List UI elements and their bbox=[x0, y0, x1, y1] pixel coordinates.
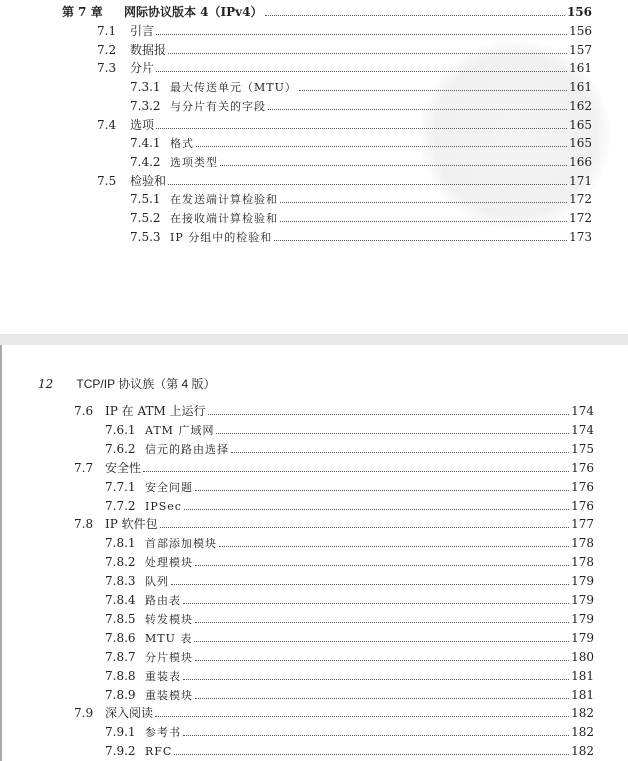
dot-leader bbox=[219, 546, 569, 547]
entry-title: 数据报 bbox=[130, 42, 167, 57]
entry-number: 7.1 bbox=[97, 24, 117, 38]
page-number: 174 bbox=[571, 422, 594, 437]
entry-number: 7.8.1 bbox=[105, 536, 136, 551]
section-entry[interactable] bbox=[74, 704, 594, 722]
entry-number: 7.2 bbox=[97, 42, 117, 57]
entry-number: 7.8.8 bbox=[105, 668, 136, 683]
section-entry[interactable] bbox=[97, 22, 592, 40]
dot-leader bbox=[280, 202, 567, 203]
page-number: 178 bbox=[571, 555, 594, 570]
entry-number: 7.5.1 bbox=[130, 192, 161, 207]
page-number: 161 bbox=[569, 61, 592, 76]
dot-leader bbox=[195, 565, 569, 566]
page-number: 166 bbox=[569, 154, 592, 169]
entry-title: 选项类型 bbox=[170, 155, 218, 169]
section-entry[interactable] bbox=[74, 459, 594, 477]
entry-number: 7.6.1 bbox=[105, 422, 136, 437]
page-number: 176 bbox=[571, 498, 594, 513]
entry-title: 重装表 bbox=[145, 669, 181, 683]
entry-title: 深入阅读 bbox=[105, 706, 154, 721]
subsection-entry[interactable] bbox=[105, 591, 594, 610]
entry-number: 7.3.2 bbox=[130, 98, 161, 113]
entry-title: 首部添加模块 bbox=[145, 537, 217, 551]
subsection-entry[interactable] bbox=[130, 153, 592, 172]
page-number: 181 bbox=[571, 687, 594, 702]
chapter-number: 第 7 章 bbox=[62, 5, 103, 19]
dot-leader bbox=[299, 90, 567, 91]
entry-number: 7.9.1 bbox=[105, 725, 136, 740]
subsection-entry[interactable] bbox=[130, 209, 592, 228]
entry-number: 7.4.1 bbox=[130, 136, 161, 151]
page-number: 175 bbox=[571, 441, 594, 456]
toc-page-bottom bbox=[0, 345, 628, 761]
dot-leader bbox=[168, 184, 567, 185]
dot-leader bbox=[265, 15, 565, 16]
entry-number: 7.6 bbox=[74, 404, 94, 418]
dot-leader bbox=[274, 240, 567, 241]
dot-leader bbox=[171, 584, 569, 585]
entry-number: 7.8.7 bbox=[105, 649, 136, 664]
book-title: TCP/IP 协议族（第 4 版） bbox=[76, 377, 216, 391]
entry-title: 路由表 bbox=[145, 594, 181, 607]
dot-leader bbox=[156, 128, 567, 129]
subsection-entry[interactable] bbox=[105, 610, 594, 629]
dot-leader bbox=[174, 754, 569, 755]
dot-leader bbox=[268, 109, 567, 110]
subsection-entry[interactable] bbox=[105, 534, 594, 553]
chapter-title: 网际协议版本 4（IPv4） bbox=[124, 5, 263, 19]
dot-leader bbox=[194, 641, 569, 642]
entry-number: 7.8.9 bbox=[105, 687, 136, 702]
entry-title: 检验和 bbox=[130, 173, 167, 188]
entry-title: MTU 表 bbox=[145, 631, 193, 645]
entry-number: 7.8.3 bbox=[105, 574, 136, 589]
entry-title: IP 在 ATM 上运行 bbox=[105, 404, 206, 418]
section-entry[interactable] bbox=[74, 402, 594, 420]
entry-title: 信元的路由选择 bbox=[145, 442, 229, 456]
dot-leader bbox=[195, 490, 569, 491]
page-number: 174 bbox=[571, 404, 594, 418]
page-number: 157 bbox=[569, 42, 592, 57]
page-number: 161 bbox=[569, 80, 592, 95]
page-number: 156 bbox=[569, 24, 592, 38]
page-number: 162 bbox=[569, 98, 592, 113]
page-number: 182 bbox=[571, 744, 594, 759]
entry-number: 7.8.6 bbox=[105, 630, 136, 645]
entry-number: 7.4.2 bbox=[130, 154, 161, 169]
entry-title: 最大传送单元（MTU） bbox=[170, 81, 297, 95]
dot-leader bbox=[183, 735, 569, 736]
page-number: 180 bbox=[571, 649, 594, 664]
entry-number: 7.4 bbox=[97, 117, 117, 132]
entry-title: 引言 bbox=[130, 24, 155, 38]
entry-title: 格式 bbox=[170, 137, 194, 151]
dot-leader bbox=[168, 53, 567, 54]
entry-number: 7.8 bbox=[74, 517, 94, 532]
entry-number: 7.5.2 bbox=[130, 211, 161, 225]
page-number: 178 bbox=[571, 536, 594, 551]
subsection-entry[interactable] bbox=[105, 742, 594, 761]
entry-number: 7.9.2 bbox=[105, 744, 136, 759]
dot-leader bbox=[183, 603, 569, 604]
page-number: 179 bbox=[571, 574, 594, 589]
subsection-entry[interactable] bbox=[105, 686, 594, 705]
page-number: 179 bbox=[571, 630, 594, 645]
entry-number: 7.7 bbox=[74, 460, 94, 475]
dot-leader bbox=[195, 698, 569, 699]
entry-number: 7.5.3 bbox=[130, 229, 161, 244]
entry-title: RFC bbox=[145, 745, 173, 759]
subsection-entry[interactable] bbox=[105, 648, 594, 667]
page-number: 165 bbox=[569, 136, 592, 151]
entry-title: ATM 广域网 bbox=[145, 423, 215, 437]
entry-number: 7.3 bbox=[97, 61, 117, 76]
dot-leader bbox=[156, 34, 567, 35]
entry-number: 7.8.2 bbox=[105, 555, 136, 570]
entry-title: 重装模块 bbox=[145, 688, 193, 702]
subsection-entry[interactable] bbox=[105, 553, 594, 572]
entry-title: 与分片有关的字段 bbox=[170, 99, 266, 113]
page-number: 165 bbox=[569, 117, 592, 132]
entry-title: IP 软件包 bbox=[105, 517, 158, 532]
page-number: 177 bbox=[571, 517, 594, 532]
page-number: 172 bbox=[569, 192, 592, 207]
entry-number: 7.6.2 bbox=[105, 441, 136, 456]
page-number: 182 bbox=[571, 725, 594, 740]
entry-number: 7.3.1 bbox=[130, 80, 161, 95]
entry-title: IP 分组中的检验和 bbox=[170, 230, 273, 244]
page-number: 156 bbox=[566, 5, 592, 19]
subsection-entry[interactable] bbox=[105, 440, 594, 459]
subsection-entry[interactable] bbox=[130, 134, 592, 153]
subsection-entry[interactable] bbox=[130, 78, 592, 97]
entry-number: 7.8.4 bbox=[105, 593, 136, 607]
dot-leader bbox=[183, 679, 569, 680]
folio: 12 bbox=[38, 377, 54, 391]
entry-title: 选项 bbox=[130, 117, 155, 132]
dot-leader bbox=[231, 452, 569, 453]
page-number: 182 bbox=[571, 706, 594, 721]
page-number: 173 bbox=[569, 229, 592, 244]
entry-number: 7.7.2 bbox=[105, 498, 136, 513]
entry-number: 7.7.1 bbox=[105, 479, 136, 494]
section-entry[interactable] bbox=[97, 59, 592, 77]
entry-title: 分片 bbox=[130, 61, 155, 76]
page-number: 172 bbox=[569, 211, 592, 225]
page-number: 176 bbox=[571, 479, 594, 494]
entry-title: 在发送端计算检验和 bbox=[170, 193, 278, 207]
dot-leader bbox=[196, 146, 567, 147]
page-number: 176 bbox=[571, 460, 594, 475]
entry-number: 7.9 bbox=[74, 706, 94, 721]
dot-leader bbox=[143, 471, 569, 472]
chapter-entry[interactable] bbox=[62, 3, 592, 21]
subsection-entry[interactable] bbox=[130, 190, 592, 209]
entry-title: 参考书 bbox=[145, 726, 181, 740]
section-entry[interactable] bbox=[97, 172, 592, 190]
subsection-entry[interactable] bbox=[105, 667, 594, 686]
page-number: 179 bbox=[571, 593, 594, 607]
section-entry[interactable] bbox=[74, 515, 594, 533]
entry-title: 转发模块 bbox=[145, 612, 193, 626]
entry-title: 队列 bbox=[145, 575, 169, 589]
dot-leader bbox=[156, 71, 567, 72]
entry-number: 7.8.5 bbox=[105, 611, 136, 626]
entry-title: 安全性 bbox=[105, 460, 142, 475]
page-number: 171 bbox=[569, 173, 592, 188]
dot-leader bbox=[280, 221, 567, 222]
subsection-entry[interactable] bbox=[105, 421, 594, 440]
entry-title: 分片模块 bbox=[145, 650, 193, 664]
subsection-entry[interactable] bbox=[105, 629, 594, 648]
dot-leader bbox=[184, 509, 569, 510]
subsection-entry[interactable] bbox=[130, 228, 592, 247]
toc-page-top bbox=[0, 0, 628, 334]
subsection-entry[interactable] bbox=[105, 497, 594, 516]
subsection-entry[interactable] bbox=[105, 572, 594, 591]
entry-title: 在接收端计算检验和 bbox=[170, 212, 278, 225]
dot-leader bbox=[195, 660, 569, 661]
page-number: 181 bbox=[571, 668, 594, 683]
entry-title: 安全问题 bbox=[145, 480, 193, 494]
subsection-entry[interactable] bbox=[105, 478, 594, 497]
subsection-entry[interactable] bbox=[105, 723, 594, 742]
section-entry[interactable] bbox=[97, 41, 592, 59]
page-number: 179 bbox=[571, 611, 594, 626]
dot-leader bbox=[208, 414, 570, 415]
entry-title: IPSec bbox=[145, 499, 182, 513]
section-entry[interactable] bbox=[97, 116, 592, 134]
dot-leader bbox=[160, 527, 569, 528]
entry-number: 7.5 bbox=[97, 173, 117, 188]
dot-leader bbox=[216, 433, 569, 434]
entry-title: 处理模块 bbox=[145, 556, 193, 570]
subsection-entry[interactable] bbox=[130, 97, 592, 116]
dot-leader bbox=[195, 622, 569, 623]
dot-leader bbox=[220, 165, 567, 166]
dot-leader bbox=[155, 716, 569, 717]
running-header bbox=[38, 375, 216, 392]
